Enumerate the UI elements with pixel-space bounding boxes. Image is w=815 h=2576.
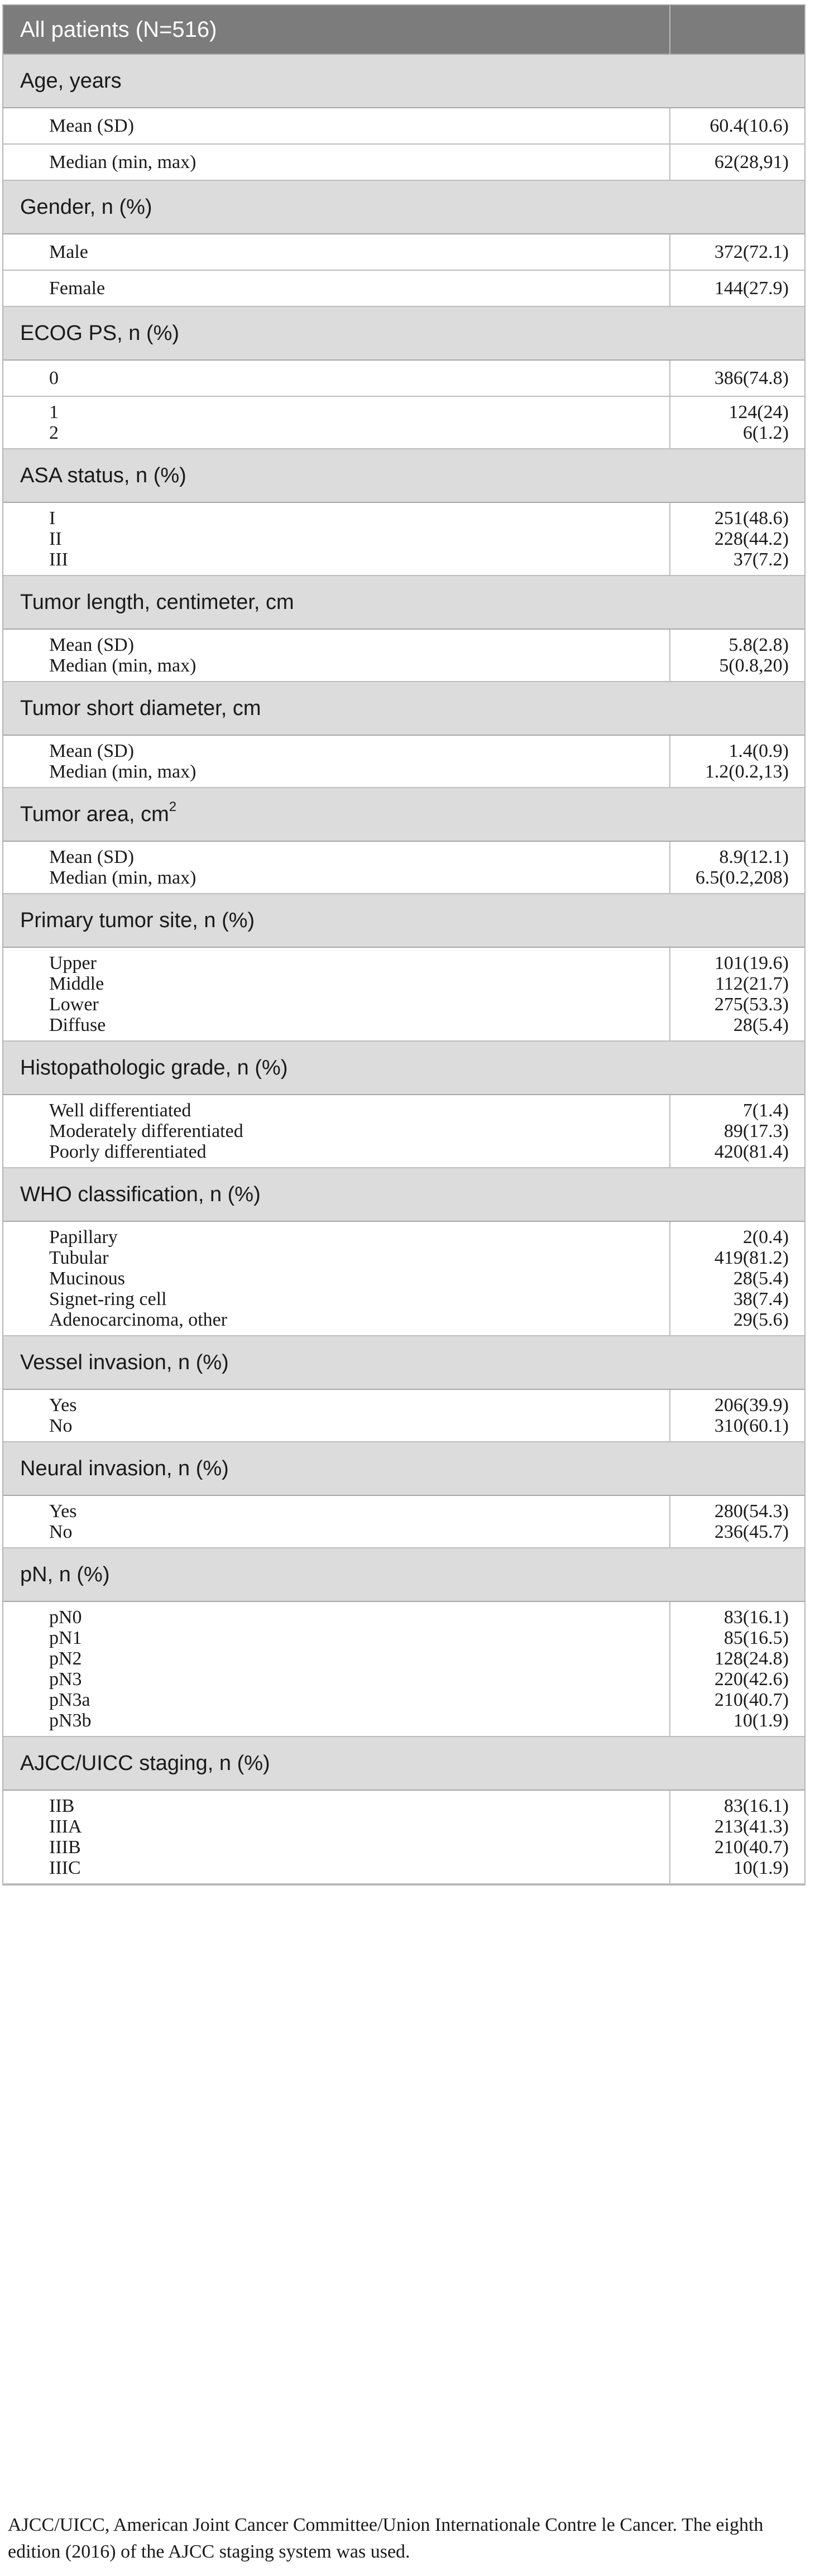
section-title — [3, 449, 804, 502]
row-label: Mucinous — [49, 1268, 125, 1289]
row-value: 251(48.6) — [714, 508, 789, 529]
row-value-cell — [670, 841, 804, 894]
row-value: 124(24) — [728, 402, 789, 423]
row-label: Poorly differentiated — [49, 1141, 207, 1162]
row-label: III — [49, 549, 68, 570]
table-row — [3, 629, 804, 682]
row-value: 2(0.4) — [742, 1227, 789, 1248]
row-label: No — [49, 1522, 73, 1542]
row-value: 386(74.8) — [714, 367, 789, 388]
section-title-text: pN, n (%) — [20, 1562, 110, 1586]
row-value: 37(7.2) — [733, 549, 789, 570]
section-header-row — [3, 1336, 804, 1389]
table-row — [3, 1495, 804, 1548]
table-body — [3, 6, 804, 1884]
table-row — [3, 1790, 804, 1884]
section-header-row — [3, 1168, 804, 1221]
row-value-cell — [670, 735, 804, 788]
row-value: 28(5.4) — [733, 1268, 789, 1289]
row-value: 38(7.4) — [733, 1289, 789, 1309]
table-row — [3, 360, 804, 396]
row-label: 0 — [49, 367, 59, 388]
section-title-text: AJCC/UICC staging, n (%) — [20, 1751, 270, 1775]
section-header-row — [3, 575, 804, 629]
row-value: 210(40.7) — [714, 1837, 789, 1858]
row-label-cell — [3, 270, 670, 306]
section-title-text: Tumor area, cm — [20, 802, 169, 826]
row-label-cell — [3, 947, 670, 1041]
row-label-cell — [3, 735, 670, 788]
section-title-text: ASA status, n (%) — [20, 463, 186, 487]
row-value-cell — [670, 1495, 804, 1548]
row-value: 1.4(0.9) — [728, 741, 789, 761]
row-value-cell — [670, 144, 804, 180]
section-title — [3, 1548, 804, 1601]
row-value: 206(39.9) — [714, 1395, 789, 1416]
row-label: Lower — [49, 994, 99, 1015]
row-value: 213(41.3) — [714, 1816, 789, 1837]
header-value-heading — [670, 6, 804, 54]
section-title — [3, 1442, 804, 1495]
table-row — [3, 1221, 804, 1336]
row-label: Yes — [49, 1395, 77, 1416]
section-title — [3, 306, 804, 360]
section-header-row — [3, 306, 804, 360]
section-title — [3, 54, 804, 108]
row-value: 29(5.6) — [733, 1309, 789, 1330]
row-label: Mean (SD) — [49, 847, 135, 867]
table-row — [3, 841, 804, 894]
row-value: 210(40.7) — [714, 1690, 789, 1710]
characteristics-table — [2, 4, 806, 1886]
row-value-cell — [670, 1095, 804, 1168]
row-value: 372(72.1) — [714, 241, 789, 262]
row-label-cell — [3, 1790, 670, 1884]
section-title-text: Vessel invasion, n (%) — [20, 1350, 229, 1374]
row-value: 10(1.9) — [733, 1710, 789, 1731]
row-value-cell — [670, 1389, 804, 1442]
row-value-cell — [670, 270, 804, 306]
section-title-text: Neural invasion, n (%) — [20, 1456, 229, 1480]
row-value: 419(81.2) — [714, 1248, 789, 1268]
row-label: Median (min, max) — [49, 151, 196, 172]
section-title — [3, 682, 804, 735]
row-value: 60.4(10.6) — [709, 115, 789, 136]
row-value: 10(1.9) — [733, 1858, 789, 1878]
section-title-text: Primary tumor site, n (%) — [20, 908, 255, 932]
row-value: 275(53.3) — [714, 994, 789, 1015]
section-header-row — [3, 1736, 804, 1790]
row-value: 228(44.2) — [714, 529, 789, 549]
row-label: Signet-ring cell — [49, 1289, 167, 1309]
table-row — [3, 1095, 804, 1168]
row-label: Mean (SD) — [49, 635, 135, 655]
table-footnote: AJCC/UICC, American Joint Cancer Committee/Union Internationale Contre le Cancer. The eighth edition (2016) of the AJCC staging system was used. — [8, 2515, 764, 2562]
row-value-cell — [670, 360, 804, 396]
row-value-cell — [670, 1221, 804, 1336]
row-value: 5.8(2.8) — [728, 635, 789, 655]
section-header-row — [3, 180, 804, 234]
row-label-cell — [3, 1221, 670, 1336]
row-label: Median (min, max) — [49, 761, 196, 782]
row-label: Tubular — [49, 1248, 109, 1268]
row-value-cell — [670, 502, 804, 575]
row-value-cell — [670, 108, 804, 144]
row-label-cell — [3, 144, 670, 180]
row-value: 28(5.4) — [733, 1015, 789, 1035]
row-label: 1 — [49, 402, 59, 423]
table-row — [3, 234, 804, 270]
section-title — [3, 894, 804, 947]
row-value: 85(16.5) — [723, 1628, 789, 1648]
section-header-row — [3, 1548, 804, 1601]
row-label: Upper — [49, 953, 97, 973]
section-title — [3, 788, 804, 841]
row-value: 89(17.3) — [723, 1121, 789, 1141]
row-label-cell — [3, 1389, 670, 1442]
section-header-row — [3, 788, 804, 841]
row-value: 280(54.3) — [714, 1501, 789, 1522]
row-value: 112(21.7) — [715, 973, 789, 994]
section-title-superscript: 2 — [169, 799, 177, 814]
row-label-cell — [3, 629, 670, 682]
table-row — [3, 1601, 804, 1736]
row-value-cell — [670, 1601, 804, 1736]
section-title — [3, 1336, 804, 1389]
row-label: IIIB — [49, 1837, 81, 1858]
header-row — [3, 6, 804, 54]
row-value-cell — [670, 629, 804, 682]
row-value: 7(1.4) — [742, 1100, 789, 1121]
section-title — [3, 1736, 804, 1790]
row-label: Median (min, max) — [49, 867, 196, 888]
row-label: 2 — [49, 423, 59, 443]
row-label: Well differentiated — [49, 1100, 191, 1121]
row-value: 1.2(0.2,13) — [704, 761, 789, 782]
row-label-cell — [3, 841, 670, 894]
row-value: 420(81.4) — [714, 1141, 789, 1162]
row-value-cell — [670, 396, 804, 449]
row-label-cell — [3, 1601, 670, 1736]
section-title-text: Age, years — [20, 69, 122, 93]
row-label: Female — [49, 277, 106, 299]
row-label-cell — [3, 360, 670, 396]
row-label: IIB — [49, 1796, 75, 1816]
row-label-cell — [3, 1095, 670, 1168]
row-label: IIIC — [49, 1858, 81, 1878]
row-label: Papillary — [49, 1227, 118, 1248]
table — [3, 6, 804, 1884]
row-label-cell — [3, 502, 670, 575]
table-row — [3, 270, 804, 306]
row-value-cell — [670, 234, 804, 270]
row-value: 310(60.1) — [714, 1416, 789, 1436]
header-title: All patients (N=516) — [3, 6, 670, 54]
row-value: 101(19.6) — [714, 953, 789, 973]
row-value: 83(16.1) — [723, 1607, 789, 1628]
row-value: 128(24.8) — [714, 1648, 789, 1669]
section-title — [3, 575, 804, 629]
row-label: Yes — [49, 1501, 77, 1522]
row-label: Adenocarcinoma, other — [49, 1309, 228, 1330]
section-header-row — [3, 449, 804, 502]
row-label: Mean (SD) — [49, 741, 135, 761]
table-row — [3, 396, 804, 449]
section-title-text: ECOG PS, n (%) — [20, 321, 180, 345]
section-title-text: Histopathologic grade, n (%) — [20, 1056, 288, 1080]
section-header-row — [3, 1442, 804, 1495]
row-value-cell — [670, 947, 804, 1041]
row-value: 6.5(0.2,208) — [695, 867, 789, 888]
table-row — [3, 947, 804, 1041]
row-value: 144(27.9) — [714, 277, 789, 299]
section-title-text: Tumor length, centimeter, cm — [20, 590, 294, 614]
row-label: Mean (SD) — [49, 115, 135, 136]
row-label: I — [49, 508, 56, 529]
table-row — [3, 1389, 804, 1442]
section-title-text: Gender, n (%) — [20, 195, 152, 219]
row-label: Moderately differentiated — [49, 1121, 243, 1141]
section-header-row — [3, 54, 804, 108]
row-value: 5(0.8,20) — [719, 655, 789, 676]
row-value: 220(42.6) — [714, 1669, 789, 1690]
row-label: II — [49, 529, 62, 549]
section-title-text: Tumor short diameter, cm — [20, 696, 261, 720]
section-title — [3, 180, 804, 234]
section-title — [3, 1041, 804, 1095]
row-label-cell — [3, 108, 670, 144]
table-row — [3, 144, 804, 180]
row-label-cell — [3, 396, 670, 449]
row-label: Male — [49, 241, 88, 262]
table-row — [3, 108, 804, 144]
row-value-cell — [670, 1790, 804, 1884]
row-value: 8.9(12.1) — [719, 847, 789, 867]
section-title-text: WHO classification, n (%) — [20, 1182, 261, 1206]
row-label: IIIA — [49, 1816, 82, 1837]
row-label-cell — [3, 234, 670, 270]
row-value: 6(1.2) — [742, 423, 789, 443]
row-label: pN0 — [49, 1607, 82, 1628]
section-header-row — [3, 894, 804, 947]
table-row — [3, 735, 804, 788]
row-label: pN2 — [49, 1648, 82, 1669]
row-label: Median (min, max) — [49, 655, 196, 676]
row-label: Middle — [49, 973, 104, 994]
row-label: No — [49, 1416, 73, 1436]
row-label: pN3a — [49, 1690, 90, 1710]
row-value: 236(45.7) — [714, 1522, 789, 1542]
section-title — [3, 1168, 804, 1221]
section-header-row — [3, 1041, 804, 1095]
row-label: pN3 — [49, 1669, 82, 1690]
table-row — [3, 502, 804, 575]
row-value: 62(28,91) — [714, 151, 789, 172]
row-value: 83(16.1) — [723, 1796, 789, 1816]
row-label: pN1 — [49, 1628, 82, 1648]
row-label: pN3b — [49, 1710, 92, 1731]
section-header-row — [3, 682, 804, 735]
row-label: Diffuse — [49, 1015, 106, 1035]
row-label-cell — [3, 1495, 670, 1548]
